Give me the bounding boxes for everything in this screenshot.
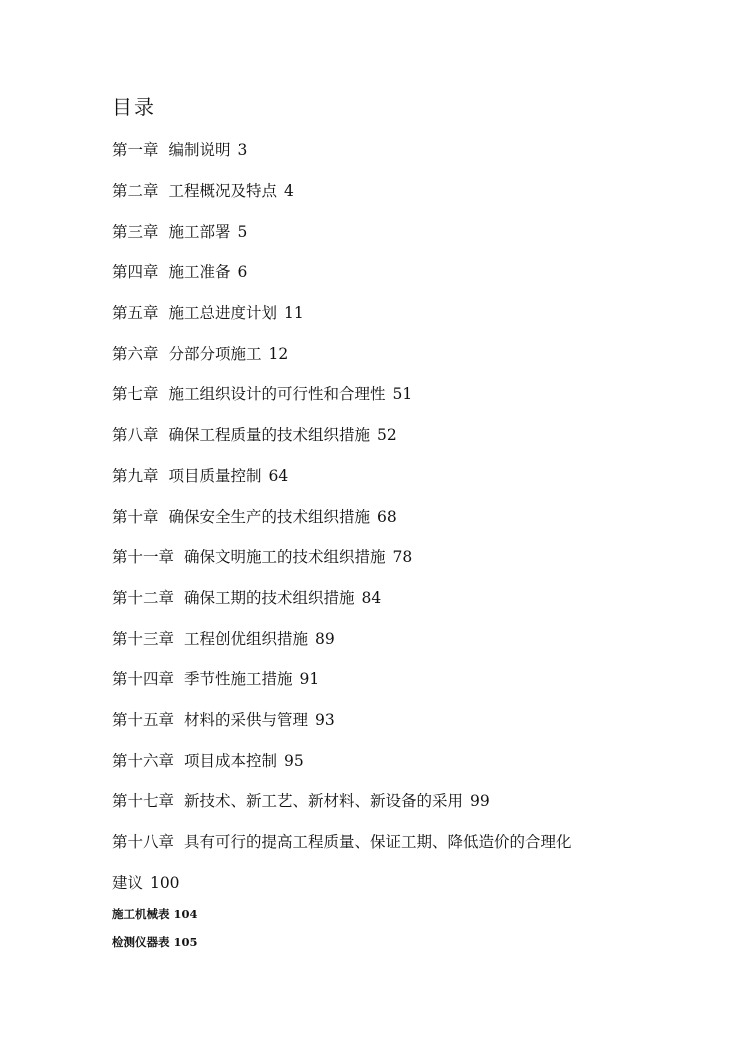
toc-entry-text: 建议 [112,874,144,892]
toc-chapter: 第十八章 [112,833,175,851]
toc-entry-text: 分部分项施工 [168,345,262,363]
toc-entry-text: 项目质量控制 [168,467,262,485]
toc-entry-text: 季节性施工措施 [184,670,293,688]
toc-entry [112,790,490,812]
toc-page-number: 93 [314,711,335,729]
toc-entry-text: 确保工期的技术组织措施 [184,589,355,607]
toc-chapter: 第五章 [112,304,159,322]
appendix-page-number: 105 [173,935,198,949]
toc-entry-text: 材料的采供与管理 [184,711,309,729]
toc-chapter: 第九章 [112,467,159,485]
toc-entry-text: 确保文明施工的技术组织措施 [184,548,386,566]
toc-entry-continuation [112,872,180,894]
appendix-entry-text: 检测仪器表 [112,935,170,949]
toc-page-number: 64 [268,467,289,485]
toc-page-number: 89 [314,630,335,648]
toc-entry-text: 确保工程质量的技术组织措施 [168,426,371,444]
toc-chapter: 第十三章 [112,630,175,648]
toc-entry [112,546,412,568]
appendix-entry-text: 施工机械表 [112,907,170,921]
toc-chapter: 第十章 [112,508,159,526]
toc-entry [112,221,247,243]
toc-entry [112,180,294,202]
toc-chapter: 第十七章 [112,792,175,810]
toc-entry [112,628,335,650]
toc-page-number: 99 [469,792,490,810]
toc-chapter: 第十一章 [112,548,175,566]
toc-entry-text: 新技术、新工艺、新材料、新设备的采用 [184,792,464,810]
toc-entry [112,831,572,853]
toc-chapter: 第十二章 [112,589,175,607]
toc-chapter: 第十五章 [112,711,175,729]
toc-entry-text: 施工组织设计的可行性和合理性 [168,385,386,403]
toc-chapter: 第二章 [112,182,159,200]
toc-page-number: 3 [237,141,248,159]
toc-entry [112,587,381,609]
toc-page-number: 91 [299,670,320,688]
toc-entry [112,424,397,446]
appendix-entry [112,934,198,950]
toc-entry-text: 施工总进度计划 [168,304,278,322]
toc-entry-text: 编制说明 [168,141,231,159]
toc-page-number: 100 [149,874,180,892]
toc-entry [112,750,304,772]
toc-page-number: 6 [237,263,248,281]
toc-entry-text: 工程创优组织措施 [184,630,309,648]
toc-chapter: 第三章 [112,223,159,241]
toc-chapter: 第六章 [112,345,159,363]
toc-entry [112,383,412,405]
toc-entry [112,139,247,161]
toc-entry [112,261,247,283]
toc-title: 目录 [112,95,156,119]
toc-entry-text: 具有可行的提高工程质量、保证工期、降低造价的合理化 [184,833,572,851]
toc-chapter: 第八章 [112,426,159,444]
toc-page-number: 78 [392,548,413,566]
toc-chapter: 第四章 [112,263,159,281]
toc-page-number: 5 [237,223,248,241]
toc-page-number: 95 [283,752,304,770]
toc-entry [112,709,335,731]
toc-chapter: 第一章 [112,141,159,159]
toc-page-number: 52 [376,426,397,444]
toc-entry [112,668,319,690]
appendix-page-number: 104 [173,907,198,921]
toc-chapter: 第十四章 [112,670,175,688]
toc-entry-text: 确保安全生产的技术组织措施 [168,508,371,526]
toc-entry [112,302,304,324]
appendix-entry [112,906,198,922]
toc-entry-text: 施工准备 [168,263,231,281]
toc-page-number: 12 [268,345,289,363]
toc-chapter: 第十六章 [112,752,175,770]
toc-page-number: 11 [283,304,304,322]
toc-page-number: 84 [361,589,382,607]
toc-entry [112,506,397,528]
toc-entry-text: 工程概况及特点 [168,182,278,200]
toc-page-number: 68 [376,508,397,526]
toc-chapter: 第七章 [112,385,159,403]
toc-entry-text: 施工部署 [168,223,231,241]
toc-entry [112,343,288,365]
toc-page-number: 51 [392,385,413,403]
toc-entry-text: 项目成本控制 [184,752,278,770]
toc-entry [112,465,288,487]
toc-page-number: 4 [283,182,294,200]
